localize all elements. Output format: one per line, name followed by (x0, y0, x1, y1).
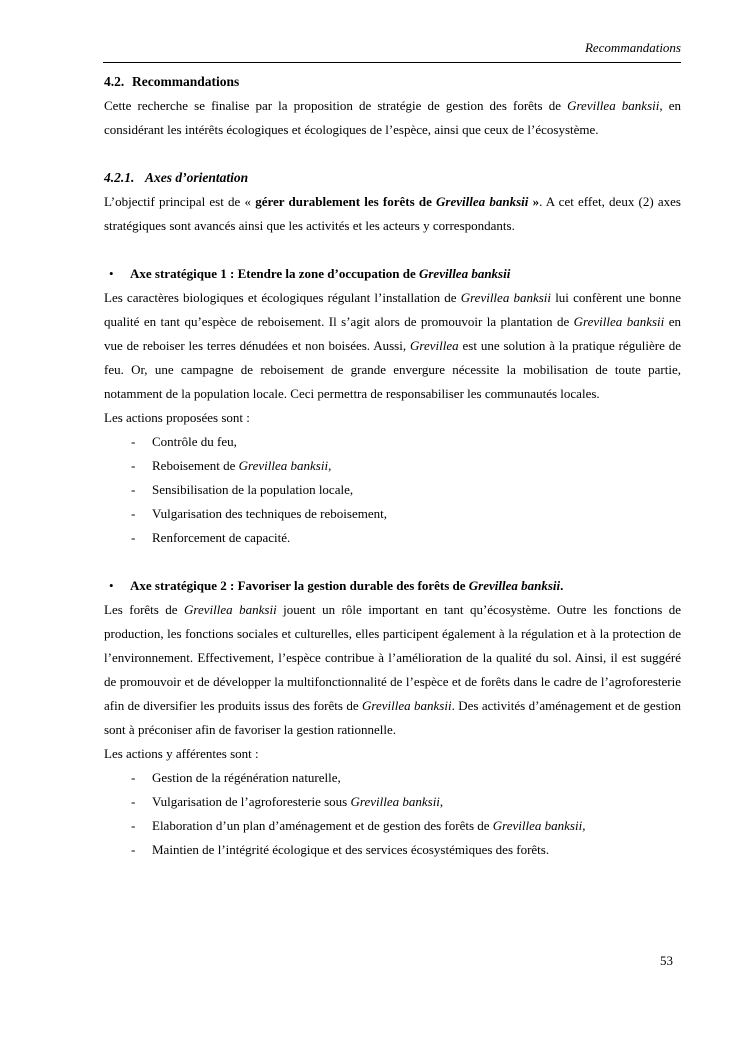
dash-icon: - (131, 482, 136, 497)
text-segment-i: Grevillea banksii (460, 290, 552, 305)
list-item (104, 790, 681, 814)
axis1-paragraph (104, 286, 681, 406)
objective-paragraph (104, 190, 681, 238)
text-segment-bi: Grevillea banksii (418, 266, 511, 281)
list-item (104, 478, 681, 502)
text-segment: en vue de reboiser les terres dénudées et non boisées. Aussi, (104, 314, 681, 353)
text-segment-bi: Grevillea banksii (436, 194, 529, 209)
list-item (104, 526, 681, 550)
list-item (104, 502, 681, 526)
text-segment: Les caractères biologiques et écologiques régulant l’installation de (104, 290, 461, 305)
text-segment-i: Grevillea banksii (362, 698, 452, 713)
running-header (103, 40, 681, 63)
list-item (104, 454, 681, 478)
axis1-actions-label: Les actions proposées sont : (104, 410, 250, 425)
list-item (104, 430, 681, 454)
text-segment-b: gérer durablement les forêts de (255, 194, 437, 209)
text-segment: est une solution à la pratique régulière de feu. Or, une campagne de reboisement de grande envergure nécessite la mobilisation de toute partie, notamment de la population locale. Ceci permettra de responsabiliser les communautés locales. (104, 338, 681, 401)
text-segment-b: » (528, 194, 540, 209)
page-content (104, 70, 681, 862)
axis1-heading (104, 262, 681, 286)
dash-icon: - (131, 770, 136, 785)
list-item-text (152, 454, 331, 478)
text-segment: , (439, 794, 444, 809)
subsection-heading (104, 166, 681, 190)
text-segment: L’objectif principal est de « (104, 194, 256, 209)
text-segment-b: . (560, 578, 564, 593)
dash-icon: - (131, 530, 136, 545)
list-item-text (152, 790, 443, 814)
dash-icon: - (131, 506, 136, 521)
text-segment-i: Grevillea banksii (238, 458, 329, 473)
axis2-actions-label: Les actions y afférentes sont : (104, 746, 259, 761)
text-segment-i: Grevillea banksii (350, 794, 440, 809)
bullet-icon: • (109, 266, 114, 281)
text-segment: . Des activités d’aménagement et de gestion sont à préconiser afin de favoriser la gestion rationnelle. (104, 698, 681, 737)
blank-line (104, 142, 681, 166)
text-segment: Reboisement de (152, 458, 239, 473)
list-item-text (152, 526, 290, 550)
text-segment: Gestion de la régénération naturelle, (152, 770, 341, 785)
text-segment: Maintien de l’intégrité écologique et des services écosystémiques des forêts. (152, 842, 550, 857)
bullet-icon: • (109, 578, 114, 593)
text-segment-i: Grevillea banksii (184, 602, 277, 617)
text-segment-b: Axe stratégique 1 : Etendre la zone d’occupation de (130, 266, 419, 281)
list-item-text (152, 502, 387, 526)
blank-line (104, 238, 681, 262)
section-number: 4.2. (104, 74, 125, 89)
subsection-number: 4.2.1. (104, 170, 135, 185)
list-item-text (152, 814, 585, 838)
axis2-heading (104, 574, 681, 598)
axis2-paragraph (104, 598, 681, 742)
text-segment: jouent un rôle important en tant qu’écosystème. Outre les fonctions de production, les fonctions sociales et culturelles, elles participent également à la régulation et à la protection de l’environnement. Effectivement, l’espèce contribue à l’amélioration de la qualité du sol. Ainsi, il est suggéré de promouvoir et de développer la multifonctionnalité de l’espèce et de forêts dans le cadre de l’agroforesterie afin de diversifier les produits issus des forêts de (104, 602, 682, 713)
text-segment-bi: Grevillea banksii (468, 578, 561, 593)
text-segment: , (328, 458, 332, 473)
text-segment: , (582, 818, 586, 833)
text-segment: , en considérant les intérêts écologiques et écologiques de l’espèce, ainsi que ceux de l’écosystème. (104, 98, 681, 137)
text-segment: Renforcement de capacité. (152, 530, 291, 545)
dash-icon: - (131, 842, 136, 857)
dash-icon: - (131, 794, 136, 809)
axis2-heading-text (130, 574, 563, 598)
text-segment-b: Axe stratégique 2 : Favoriser la gestion durable des forêts de (130, 578, 469, 593)
list-item-text (152, 766, 341, 790)
text-segment-i: Grevillea banksii (573, 314, 665, 329)
text-segment: Sensibilisation de la population locale, (152, 482, 354, 497)
text-segment: Contrôle du feu, (152, 434, 237, 449)
text-segment: Elaboration d’un plan d’aménagement et de gestion des forêts de (152, 818, 493, 833)
list-item-text (152, 838, 549, 862)
section-heading (104, 70, 681, 94)
list-item (104, 838, 681, 862)
dash-icon: - (131, 434, 136, 449)
subsection-title: Axes d’orientation (145, 170, 249, 185)
list-item (104, 766, 681, 790)
page-number: 53 (660, 953, 673, 968)
text-segment: Vulgarisation de l’agroforesterie sous (152, 794, 351, 809)
intro-paragraph (104, 94, 681, 142)
list-item-text (152, 430, 237, 454)
running-title: Recommandations (584, 40, 681, 55)
blank-line (104, 550, 681, 574)
dash-icon: - (131, 818, 136, 833)
text-segment: Les forêts de (104, 602, 185, 617)
list-item-text (152, 478, 353, 502)
text-segment-i: Grevillea banksii (567, 98, 660, 113)
text-segment: lui confèrent une bonne qualité en tant qu’espèce de reboisement. Il s’agit alors de promouvoir la plantation de (104, 290, 682, 329)
dash-icon: - (131, 458, 136, 473)
list-item (104, 814, 681, 838)
text-segment: Cette recherche se finalise par la proposition de stratégie de gestion des forêts de (104, 98, 568, 113)
section-title: Recommandations (132, 74, 240, 89)
text-segment-i: Grevillea banksii (492, 818, 583, 833)
text-segment: Vulgarisation des techniques de reboisement, (152, 506, 387, 521)
axis1-heading-text (130, 262, 510, 286)
text-segment-i: Grevillea (409, 338, 459, 353)
text-segment: . A cet effet, deux (2) axes stratégiques sont avancés ainsi que les activités et les acteurs y correspondants. (104, 194, 681, 233)
